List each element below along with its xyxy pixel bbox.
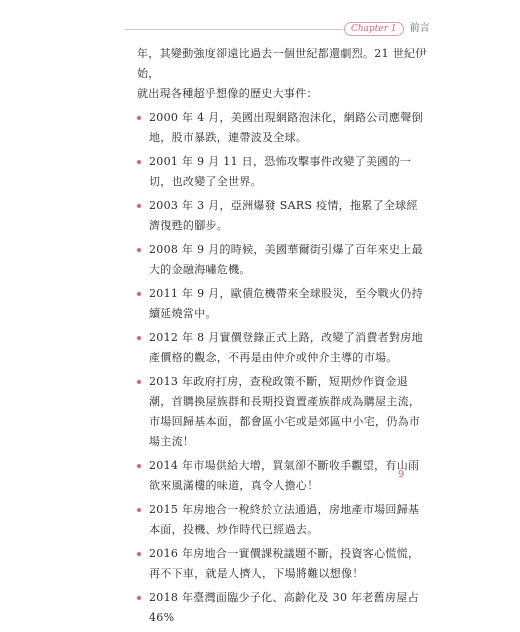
list-item: 2008 年 9 月的時候，美國華爾街引爆了百年來史上最大的金融海嘯危機。 [137,240,429,280]
bullet-icon [137,292,141,296]
intro-paragraph [137,44,429,104]
list-item: 2013 年政府打房，查稅政策不斷，短期炒作資金退潮，首購換屋族群和長期投資置產族群成為購屋主流，市場回歸基本面，都會區小宅或是郊區中小宅，仍為市場主流！ [137,372,429,452]
list-item: 2014 年市場供給大增，買氣卻不斷收手觀望，有山雨欲來風滿樓的味道，真令人擔心！ [137,456,429,496]
list-item: 2001 年 9 月 11 日，恐怖攻擊事件改變了美國的一切，也改變了全世界。 [137,152,429,192]
list-item: 2011 年 9 月，歐債危機帶來全球股災，至今戰火仍持續延燒當中。 [137,284,429,324]
list-item: 2003 年 3 月，亞洲爆發 SARS 疫情，拖累了全球經濟復甦的腳步。 [137,196,429,236]
event-list [137,108,429,628]
bullet-icon [137,464,141,468]
chapter-title: 前言 [409,23,430,34]
bullet-icon [137,204,141,208]
header-rule [125,29,343,30]
intro-line-2: 就出現各種超乎想像的歷史大事件： [137,87,318,100]
list-item: 2018 年臺灣面臨少子化、高齡化及 30 年老舊房屋占 46% [137,588,429,628]
bullet-icon [137,508,141,512]
bullet-icon [137,552,141,556]
body-text [137,44,429,632]
bullet-icon [137,336,141,340]
list-item: 2000 年 4 月，美國出現網路泡沫化，網路公司應聲倒地，股市暴跌，連帶波及全球。 [137,108,429,148]
list-item: 2015 年房地合一稅終於立法通過，房地產市場回歸基本面，投機、炒作時代已經過去。 [137,500,429,540]
bullet-icon [137,596,141,600]
bullet-icon [137,160,141,164]
page-number: 9 [398,469,405,480]
intro-line-1: 年，其變動強度卻遠比過去一個世紀都還劇烈。21 世紀伊始， [137,47,427,80]
list-item: 2012 年 8 月實價登錄正式上路，改變了消費者對房地產價格的觀念，不再是由仲介或仲介主導的市場。 [137,328,429,368]
chapter-label: Chapter 1 [344,22,404,36]
list-item: 2016 年房地合一實價課稅議題不斷，投資客心慌慌，再不下車，就是人擠人，下場將難以想像！ [137,544,429,584]
bullet-icon [137,116,141,120]
bullet-icon [137,248,141,252]
bullet-icon [137,380,141,384]
chapter-header [344,22,430,36]
